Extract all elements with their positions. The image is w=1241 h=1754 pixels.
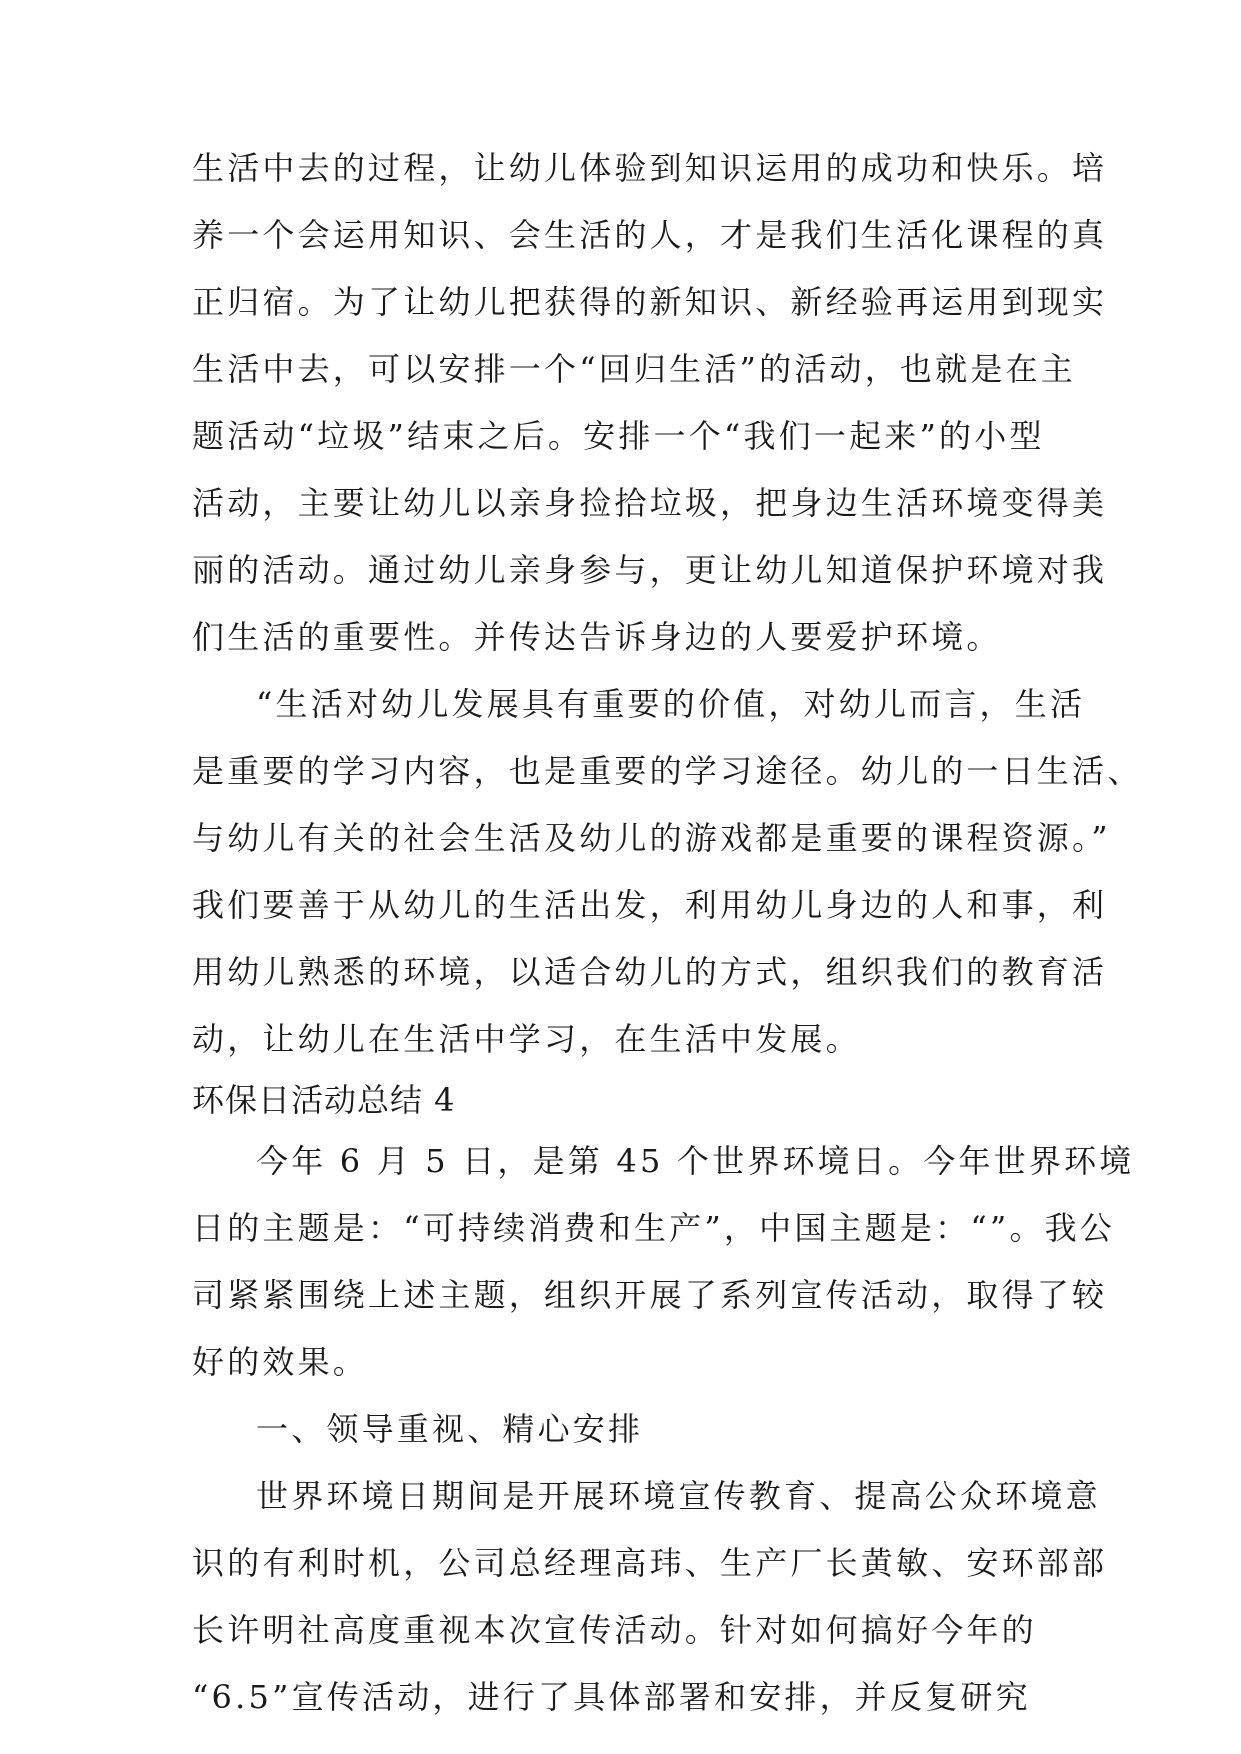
paragraph-line: 今年 6 月 5 日，是第 45 个世界环境日。今年世界环境	[256, 1142, 1135, 1180]
paragraph-line: 用幼儿熟悉的环境，以适合幼儿的方式，组织我们的教育活	[192, 953, 1108, 991]
paragraph-line: 正归宿。为了让幼儿把获得的新知识、新经验再运用到现实	[192, 283, 1108, 321]
subsection-heading: 一、领导重视、精心安排	[256, 1410, 644, 1448]
paragraph-line: 题活动“垃圾”结束之后。安排一个“我们一起来”的小型	[192, 417, 1045, 455]
paragraph-line: 养一个会运用知识、会生活的人，才是我们生活化课程的真	[192, 216, 1108, 254]
paragraph-line: 们生活的重要性。并传达告诉身边的人要爱护环境。	[192, 618, 1002, 656]
section-heading: 环保日活动总结 4	[192, 1081, 456, 1119]
paragraph-line: 是重要的学习内容，也是重要的学习途径。幼儿的一日生活、	[192, 752, 1143, 790]
paragraph-line: 世界环境日期间是开展环境宣传教育、提高公众环境意	[256, 1477, 1101, 1515]
paragraph-line: 生活中去的过程，让幼儿体验到知识运用的成功和快乐。培	[192, 149, 1108, 187]
paragraph-line: 我们要善于从幼儿的生活出发，利用幼儿身边的人和事，利	[192, 886, 1108, 924]
paragraph-line: “6.5”宣传活动，进行了具体部署和安排，并反复研究	[192, 1678, 1031, 1716]
paragraph-line: 长许明社高度重视本次宣传活动。针对如何搞好今年的	[192, 1611, 1037, 1649]
paragraph-line: 司紧紧围绕上述主题，组织开展了系列宣传活动，取得了较	[192, 1276, 1108, 1314]
paragraph-line: 好的效果。	[192, 1343, 369, 1381]
paragraph-line: 与幼儿有关的社会生活及幼儿的游戏都是重要的课程资源。”	[192, 819, 1111, 857]
paragraph-line: 活动，主要让幼儿以亲身捡拾垃圾，把身边生活环境变得美	[192, 484, 1108, 522]
paragraph-line: 动，让幼儿在生活中学习，在生活中发展。	[192, 1020, 861, 1058]
paragraph-line: 识的有利时机，公司总经理高玮、生产厂长黄敏、安环部部	[192, 1544, 1108, 1582]
paragraph-line: 生活中去，可以安排一个“回归生活”的活动，也就是在主	[192, 350, 1076, 388]
paragraph-line: 日的主题是：“可持续消费和生产”，中国主题是：“”。我公	[192, 1209, 1116, 1247]
paragraph-line: “生活对幼儿发展具有重要的价值，对幼儿而言，生活	[256, 685, 1086, 723]
paragraph-line: 丽的活动。通过幼儿亲身参与，更让幼儿知道保护环境对我	[192, 551, 1108, 589]
